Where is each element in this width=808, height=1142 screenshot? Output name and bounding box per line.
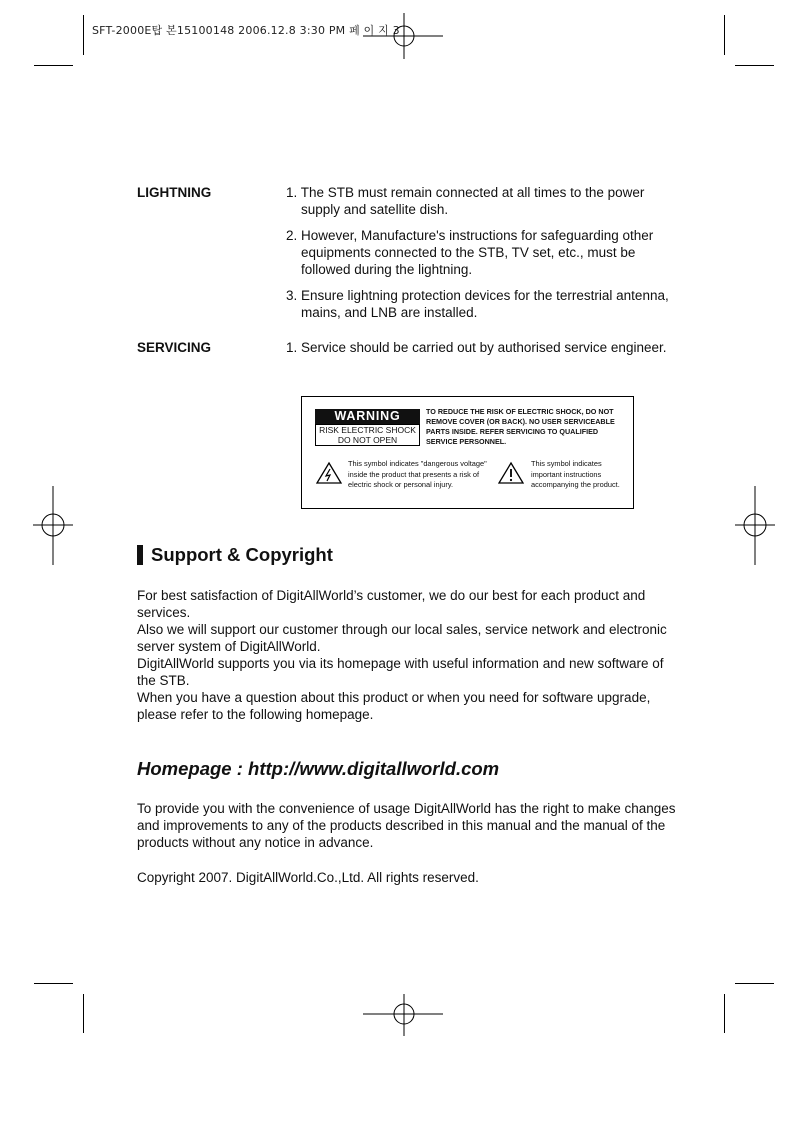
lightning-item-1: 1. The STB must remain connected at all times to the power supply and satellite dish. — [286, 185, 645, 217]
lightning-bolt-triangle-icon — [316, 461, 342, 485]
section-title: Support & Copyright — [151, 544, 333, 565]
registration-mark-icon — [363, 13, 443, 59]
lightning-label: LIGHTNING — [137, 185, 212, 200]
support-line-3: DigitAllWorld supports you via its homepage with useful information and new software of the STB. — [137, 656, 664, 688]
support-paragraph — [137, 587, 682, 723]
registration-mark-icon — [33, 486, 73, 565]
exclamation-triangle-icon — [498, 461, 524, 485]
notice-paragraph: To provide you with the convenience of usage DigitAllWorld has the right to make changes and improvements to any of the products described in this manual and the manual of the products without any notice in advance. — [137, 801, 676, 850]
caution-text: TO REDUCE THE RISK OF ELECTRIC SHOCK, DO NOT REMOVE COVER (OR BACK). NO USER SERVICEABLE PARTS INSIDE. REFER SERVICING TO QUALIFIED SERVICE PERSONNEL. — [426, 407, 615, 446]
voltage-symbol-text: This symbol indicates "dangerous voltage" inside the product that presents a risk of electric shock or personal injury. — [348, 459, 487, 489]
support-line-2: Also we will support our customer through our local sales, service network and electronic server system of DigitAllWorld. — [137, 622, 667, 654]
print-slug: SFT-2000E탑 본15100148 2006.12.8 3:30 PM 페 이 지 3 — [92, 24, 400, 37]
servicing-item-1: 1. Service should be carried out by authorised service engineer. — [286, 340, 667, 355]
shock-line-1: RISK ELECTRIC SHOCK — [319, 425, 416, 435]
registration-mark-icon — [735, 486, 775, 565]
instructions-symbol-text: This symbol indicates important instructions accompanying the product. — [531, 459, 620, 489]
support-line-4: When you have a question about this product or when you need for software upgrade, please refer to the following homepage. — [137, 690, 651, 722]
registration-mark-icon — [363, 994, 443, 1036]
warning-banner: WARNING — [315, 409, 420, 424]
shock-line-2: DO NOT OPEN — [337, 435, 398, 445]
lightning-item-2: 2. However, Manufacture's instructions for safeguarding other equipments connected to the STB, TV set, etc., must be followed during the lightning. — [286, 228, 654, 277]
section-marker — [137, 545, 143, 565]
servicing-label: SERVICING — [137, 340, 212, 355]
warning-label-box — [301, 396, 634, 509]
copyright-notice: Copyright 2007. DigitAllWorld.Co.,Ltd. All rights reserved. — [137, 870, 479, 885]
shock-notice — [315, 424, 420, 446]
support-line-1: For best satisfaction of DigitAllWorld’s customer, we do our best for each product and services. — [137, 588, 646, 620]
lightning-item-3: 3. Ensure lightning protection devices for the terrestrial antenna, mains, and LNB are installed. — [286, 288, 669, 320]
homepage-link[interactable]: Homepage : http://www.digitallworld.com — [137, 758, 500, 779]
